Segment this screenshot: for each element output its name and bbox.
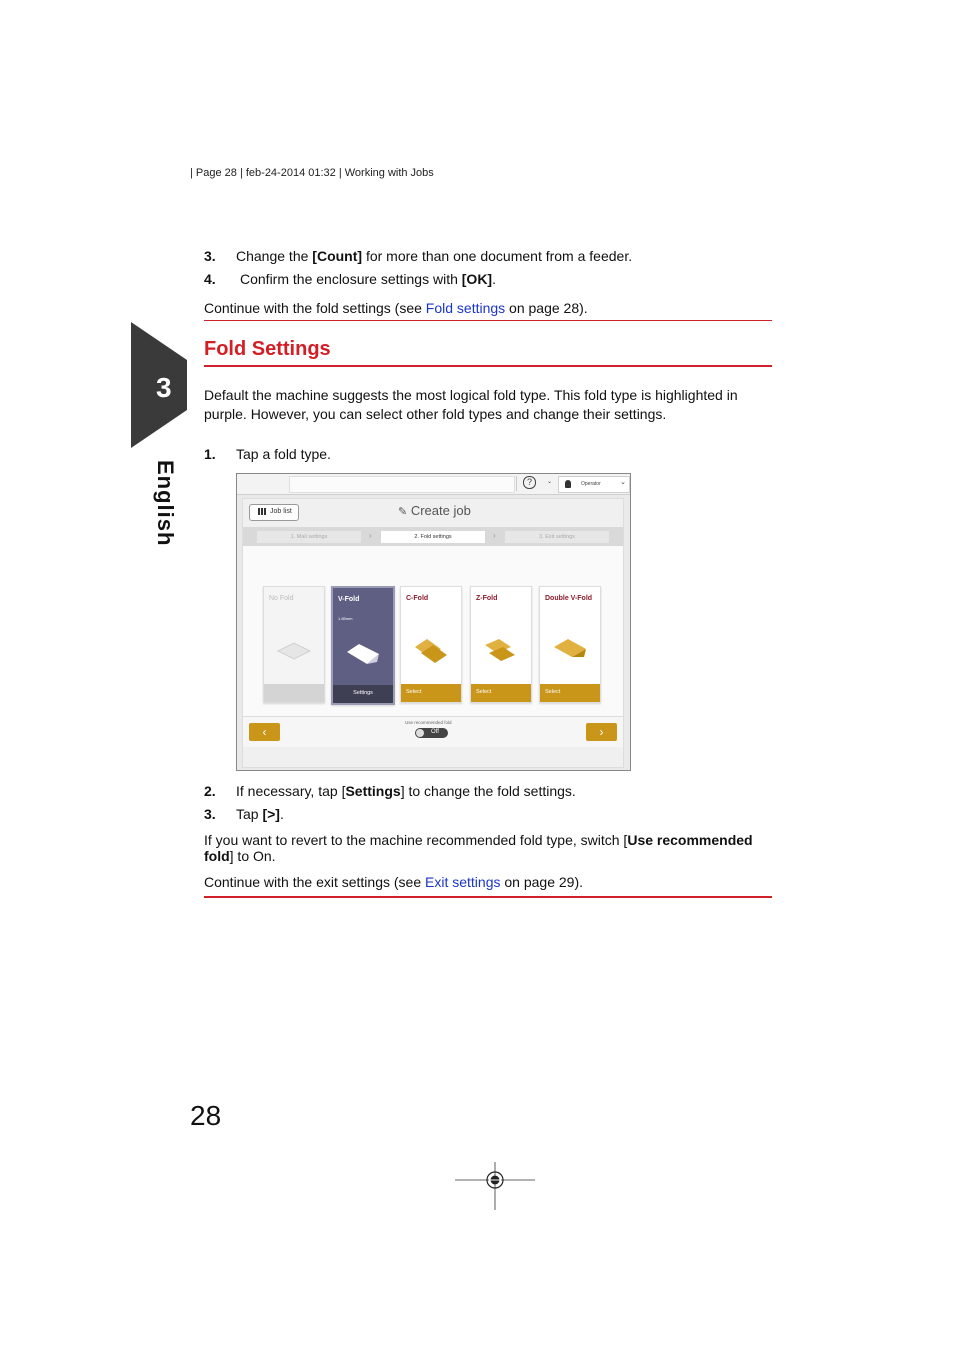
step-mail-settings[interactable]: 1. Mail settings — [257, 531, 361, 543]
language-label: English — [153, 460, 178, 547]
section-title: Fold Settings — [204, 338, 331, 360]
divider — [204, 320, 772, 321]
job-list-button[interactable]: Job list — [249, 504, 299, 521]
step-3-next: 3. Tap [>]. — [204, 806, 284, 822]
chevron-right-icon: › — [369, 531, 372, 540]
step-fold-settings[interactable]: 2. Fold settings — [381, 531, 485, 543]
next-button[interactable] — [586, 723, 617, 741]
double-v-fold-icon — [550, 635, 590, 665]
card-v-fold[interactable]: V-Fold 1.85mm Settings — [331, 586, 395, 705]
user-icon — [565, 480, 571, 488]
page-number: 28 — [190, 1100, 222, 1131]
v-fold-icon — [343, 638, 383, 668]
card-double-v-fold[interactable]: Double V-Fold Select — [539, 586, 601, 703]
fold-settings-screenshot — [236, 473, 631, 771]
pencil-icon: ✎ — [398, 506, 408, 518]
chevron-right-icon: › — [599, 725, 604, 739]
description: Default the machine suggests the most logical fold type. This fold type is highlighted in purple. However, you can select other fold types and change their settings. — [204, 387, 738, 422]
continue-exit-text: Continue with the exit settings (see Exit settings on page 29). — [204, 874, 584, 890]
chevron-down-icon: ⌄ — [547, 479, 553, 485]
help-button[interactable] — [516, 476, 555, 491]
card-no-fold[interactable]: No Fold — [263, 586, 325, 703]
flat-sheet-icon — [274, 635, 314, 665]
bottom-bar — [243, 716, 623, 747]
chevron-right-icon: › — [493, 531, 496, 540]
step-exit-settings[interactable]: 3. Exit settings — [505, 531, 609, 543]
fold-type-cards — [243, 546, 623, 716]
create-job-panel — [242, 498, 624, 768]
back-button[interactable] — [249, 723, 280, 741]
step-4-ok: 4. Confirm the enclosure settings with [OK]. — [204, 271, 496, 287]
running-header: | Page 28 | feb-24-2014 01:32 | Working with Jobs — [190, 167, 434, 179]
help-icon: ? — [523, 476, 536, 489]
fold-settings-link[interactable]: Fold settings — [425, 300, 506, 316]
c-fold-icon — [411, 635, 451, 665]
divider — [204, 896, 772, 898]
use-recommended-label: Use recommended fold — [405, 720, 452, 725]
heading-underline — [204, 365, 772, 367]
grid-icon — [258, 508, 266, 515]
select-button[interactable]: Select — [471, 684, 531, 702]
settings-button[interactable]: Settings — [333, 685, 393, 703]
create-job-title: ✎ Create job — [398, 503, 471, 518]
card-z-fold[interactable]: Z-Fold Select — [470, 586, 532, 703]
card-button[interactable] — [264, 684, 324, 702]
continue-fold-text: Continue with the fold settings (see Fold settings on page 28). — [204, 300, 588, 316]
chevron-left-icon: ‹ — [262, 725, 267, 739]
step-3-count: 3. Change the [Count] for more than one document from a feeder. — [204, 248, 633, 264]
registration-mark-icon — [455, 1162, 535, 1210]
step-2-settings: 2. If necessary, tap [Settings] to change the fold settings. — [204, 783, 576, 799]
z-fold-icon — [481, 635, 521, 665]
step-1: 1. Tap a fold type. — [204, 446, 331, 462]
chapter-number: 3 — [156, 372, 172, 403]
status-field — [289, 476, 515, 493]
select-button[interactable]: Select — [401, 684, 461, 702]
use-recommended-toggle[interactable]: Off — [415, 728, 448, 738]
toggle-knob — [416, 729, 424, 737]
wizard-steps — [243, 527, 623, 546]
revert-text: If you want to revert to the machine recommended fold type, switch [Use recommended fold] to On. — [204, 832, 753, 864]
chevron-down-icon: ⌄ — [620, 479, 626, 486]
select-button[interactable]: Select — [540, 684, 600, 702]
top-bar — [237, 474, 630, 495]
card-c-fold[interactable]: C-Fold Select — [400, 586, 462, 703]
exit-settings-link[interactable]: Exit settings — [425, 874, 501, 890]
operator-select[interactable]: Operator ⌄ — [558, 476, 630, 493]
